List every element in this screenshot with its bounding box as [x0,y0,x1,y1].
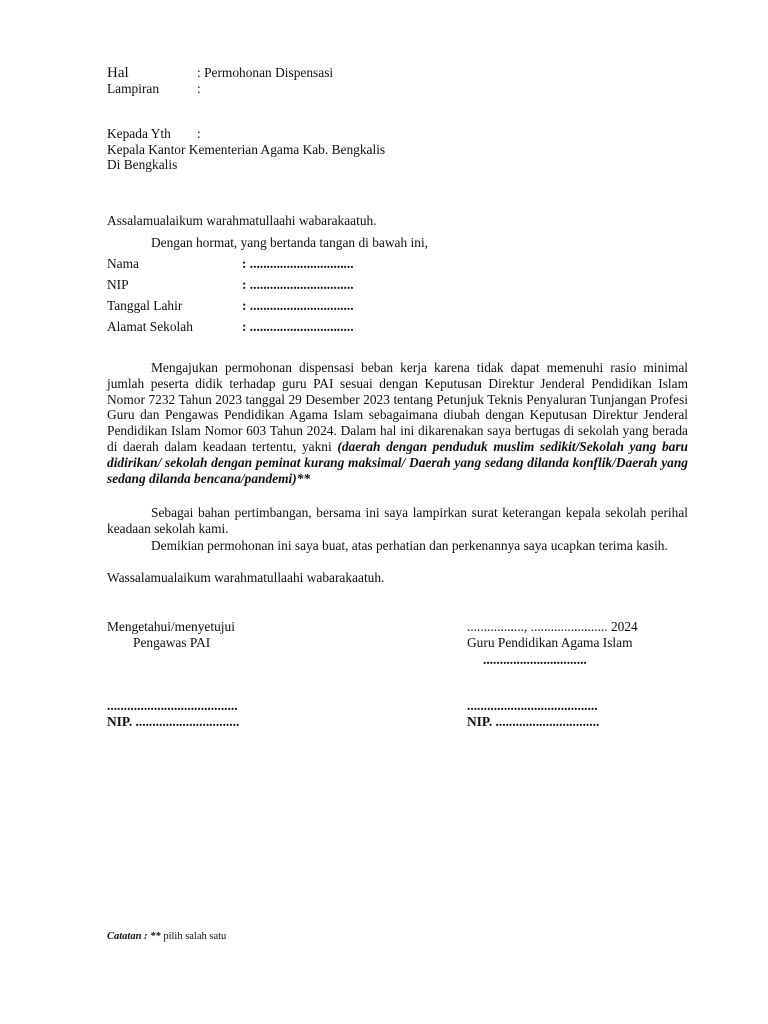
footnote-text: pilih salah satu [160,931,227,942]
intro: Dengan hormat, yang bertanda tangan di bawah ini, [151,235,429,250]
sign-right-school: ............................... [483,652,587,667]
recipient-place: Di Bengkalis [107,157,178,172]
body-paragraph-1-text: Mengajukan permohonan dispensasi beban kerja karena tidak dapat memenuhi rasio minimal jumlah peserta didik terhadap guru PAI sesuai dengan Keputusan Direktur Jenderal Pendidikan Islam Nomor 7232 Tahun 2023 tanggal 29 Desember 2023 tentang Petunjuk Teknis Penyaluran Tunjangan Profesi Guru dan Pengawas Pendidikan Agama Islam sebagaimana diubah dengan Keputusan Direktur Jenderal Pendidikan Islam Nomor 603 Tahun 2024. Dalam hal ini dikarenakan saya bertugas di sekolah yang berada di daerah dalam keadaan tertentu, yakni [107,360,688,454]
field-label-tanggal-lahir: Tanggal Lahir [107,298,183,313]
body-paragraph-2-text: Sebagai bahan pertimbangan, bersama ini saya lampirkan surat keterangan kepala sekolah perihal keadaan sekolah kami. [107,505,688,536]
field-value-nama: : ............................... [242,256,354,271]
hal-value: : Permohonan Dispensasi [197,65,334,80]
lampiran-label: Lampiran [107,81,160,96]
field-value-nip: : ............................... [242,277,354,292]
sign-right-role: Guru Pendidikan Agama Islam [467,635,633,650]
field-label-nip: NIP [107,277,129,292]
sign-right-date: ................., ....................... 2024 [467,619,638,634]
body-paragraph-3 [107,538,688,554]
body-paragraph-2 [107,505,688,537]
sign-left-role: Pengawas PAI [133,635,211,650]
body-paragraph-1-emphasis: (daerah dengan penduduk muslim sedikit/Sekolah yang baru didirikan/ sekolah dengan peminat kurang maksimal/ Daerah yang sedang dilanda konflik/Daerah yang sedang dilanda bencana/pandemi)** [107,438,688,486]
field-label-alamat-sekolah: Alamat Sekolah [107,319,193,334]
sign-left-name: ....................................... [107,698,238,713]
sign-right-nip: NIP. ............................... [467,714,600,729]
footnote [107,929,226,945]
body-paragraph-1 [107,360,688,486]
sign-right-name: ....................................... [467,698,598,713]
field-value-alamat-sekolah: : ............................... [242,319,354,334]
greeting: Assalamualaikum warahmatullaahi wabarakaatuh. [107,213,377,228]
recipient-label: Kepada Yth [107,126,171,141]
sign-left-title: Mengetahui/menyetujui [107,619,235,634]
recipient-office: Kepala Kantor Kementerian Agama Kab. Bengkalis [107,142,386,157]
footnote-label: Catatan : ** [107,931,161,942]
field-value-tanggal-lahir: : ............................... [242,298,354,313]
hal-label: Hal [107,65,129,81]
body-paragraph-3-text: Demikian permohonan ini saya buat, atas perhatian dan perkenannya saya ucapkan terima kasih. [151,538,668,553]
closing: Wassalamualaikum warahmatullaahi wabarakaatuh. [107,570,385,585]
lampiran-value: : [197,81,201,96]
sign-left-nip: NIP. ............................... [107,714,240,729]
field-label-nama: Nama [107,256,139,271]
recipient-sep: : [197,126,201,141]
